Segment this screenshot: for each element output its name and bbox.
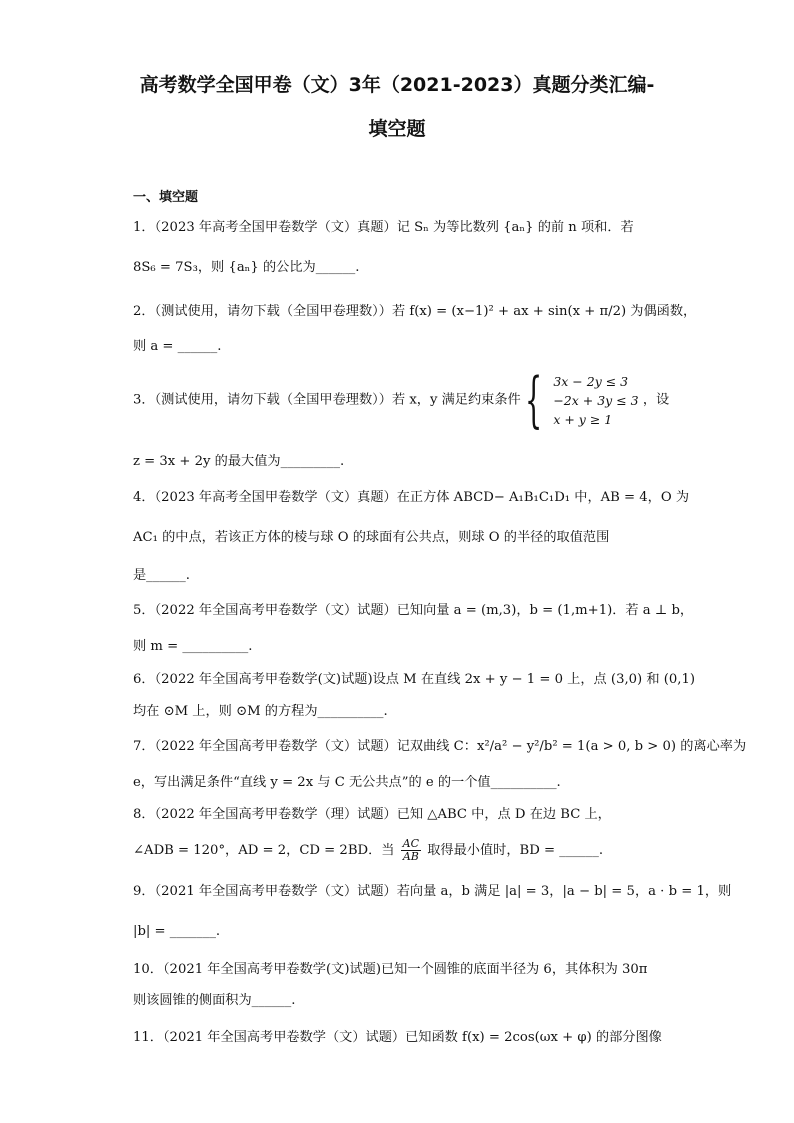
question-3-text-a: 3．（测试使用，请勿下载（全国甲卷理数））若 x，y 满足约束条件 bbox=[133, 392, 521, 408]
question-1-line-1: 1．（2023 年高考全国甲卷数学（文）真题）记 Sₙ 为等比数列 {aₙ} 的前 n 项和．若 bbox=[133, 220, 634, 235]
constraint-3: x + y ≥ 1 bbox=[553, 411, 613, 427]
question-5-line-2: 则 m = __________. bbox=[133, 639, 253, 654]
question-9-line-1: 9．（2021 年全国高考甲卷数学（文）试题）若向量 a，b 满足 |a| = 3，|a − b| = 5，a · b = 1，则 bbox=[133, 884, 732, 899]
section-heading: 一、填空题 bbox=[133, 190, 199, 205]
fraction-denominator: AB bbox=[402, 850, 419, 863]
question-5-line-1: 5．（2022 年全国高考甲卷数学（文）试题）已知向量 a = (m,3)，b = (1,m+1)．若 a ⊥ b， bbox=[133, 603, 694, 618]
question-9-line-2: |b| = _______. bbox=[133, 924, 221, 939]
fraction-ac-ab bbox=[401, 838, 421, 863]
constraint-1: 3x − 2y ≤ 3 bbox=[553, 373, 629, 389]
question-4-line-2: AC₁ 的中点，若该正方体的棱与球 O 的球面有公共点，则球 O 的半径的取值范围 bbox=[133, 530, 610, 545]
question-6-line-2: 均在 ⊙M 上，则 ⊙M 的方程为__________. bbox=[133, 704, 388, 719]
title-line-2: 填空题 bbox=[368, 118, 426, 140]
question-3-line-1 bbox=[133, 365, 670, 435]
question-7-line-2: e，写出满足条件“直线 y = 2x 与 C 无公共点”的 e 的一个值__________. bbox=[133, 775, 561, 790]
constraint-system bbox=[553, 372, 638, 429]
brace-icon: { bbox=[524, 365, 543, 435]
question-3-text-b: ，设 bbox=[642, 392, 670, 408]
question-8-text-a: ∠ADB = 120°，AD = 2，CD = 2BD．当 bbox=[133, 843, 395, 858]
question-4-line-1: 4．（2023 年高考全国甲卷数学（文）真题）在正方体 ABCD− A₁B₁C₁D₁ 中，AB = 4，O 为 bbox=[133, 490, 690, 505]
question-2-line-1: 2．（测试使用，请勿下载（全国甲卷理数））若 f(x) = (x−1)² + ax + sin(x + π/2) 为偶函数， bbox=[133, 304, 697, 319]
question-7-line-1: 7．（2022 年全国高考甲卷数学（文）试题）记双曲线 C：x²/a² − y²/b² = 1(a > 0, b > 0) 的离心率为 bbox=[133, 739, 747, 754]
question-11-line-1: 11．（2021 年全国高考甲卷数学（文）试题）已知函数 f(x) = 2cos(ωx + φ) 的部分图像 bbox=[133, 1030, 662, 1045]
question-3-line-2: z = 3x + 2y 的最大值为_________. bbox=[133, 454, 345, 469]
title-line-1: 高考数学全国甲卷（文）3年（2021-2023）真题分类汇编- bbox=[139, 74, 655, 96]
question-6-line-1: 6．（2022 年全国高考甲卷数学(文)试题)设点 M 在直线 2x + y − 1 = 0 上，点 (3,0) 和 (0,1) bbox=[133, 672, 696, 687]
constraint-2: −2x + 3y ≤ 3 bbox=[553, 392, 639, 408]
question-4-line-3: 是______. bbox=[133, 568, 190, 583]
question-8-text-b: 取得最小值时，BD = ______. bbox=[427, 843, 604, 858]
question-2-line-2: 则 a = ______. bbox=[133, 339, 222, 354]
question-10-line-2: 则该圆锥的侧面积为______. bbox=[133, 993, 296, 1008]
question-10-line-1: 10．（2021 年全国高考甲卷数学(文)试题)已知一个圆锥的底面半径为 6，其体积为 30π bbox=[133, 962, 648, 977]
fraction-numerator: AC bbox=[402, 837, 420, 850]
question-8-line-2 bbox=[133, 838, 603, 863]
question-8-line-1: 8．（2022 年全国高考甲卷数学（理）试题）已知 △ABC 中，点 D 在边 BC 上， bbox=[133, 807, 611, 822]
question-1-line-2: 8S₆ = 7S₃，则 {aₙ} 的公比为______. bbox=[133, 260, 360, 275]
